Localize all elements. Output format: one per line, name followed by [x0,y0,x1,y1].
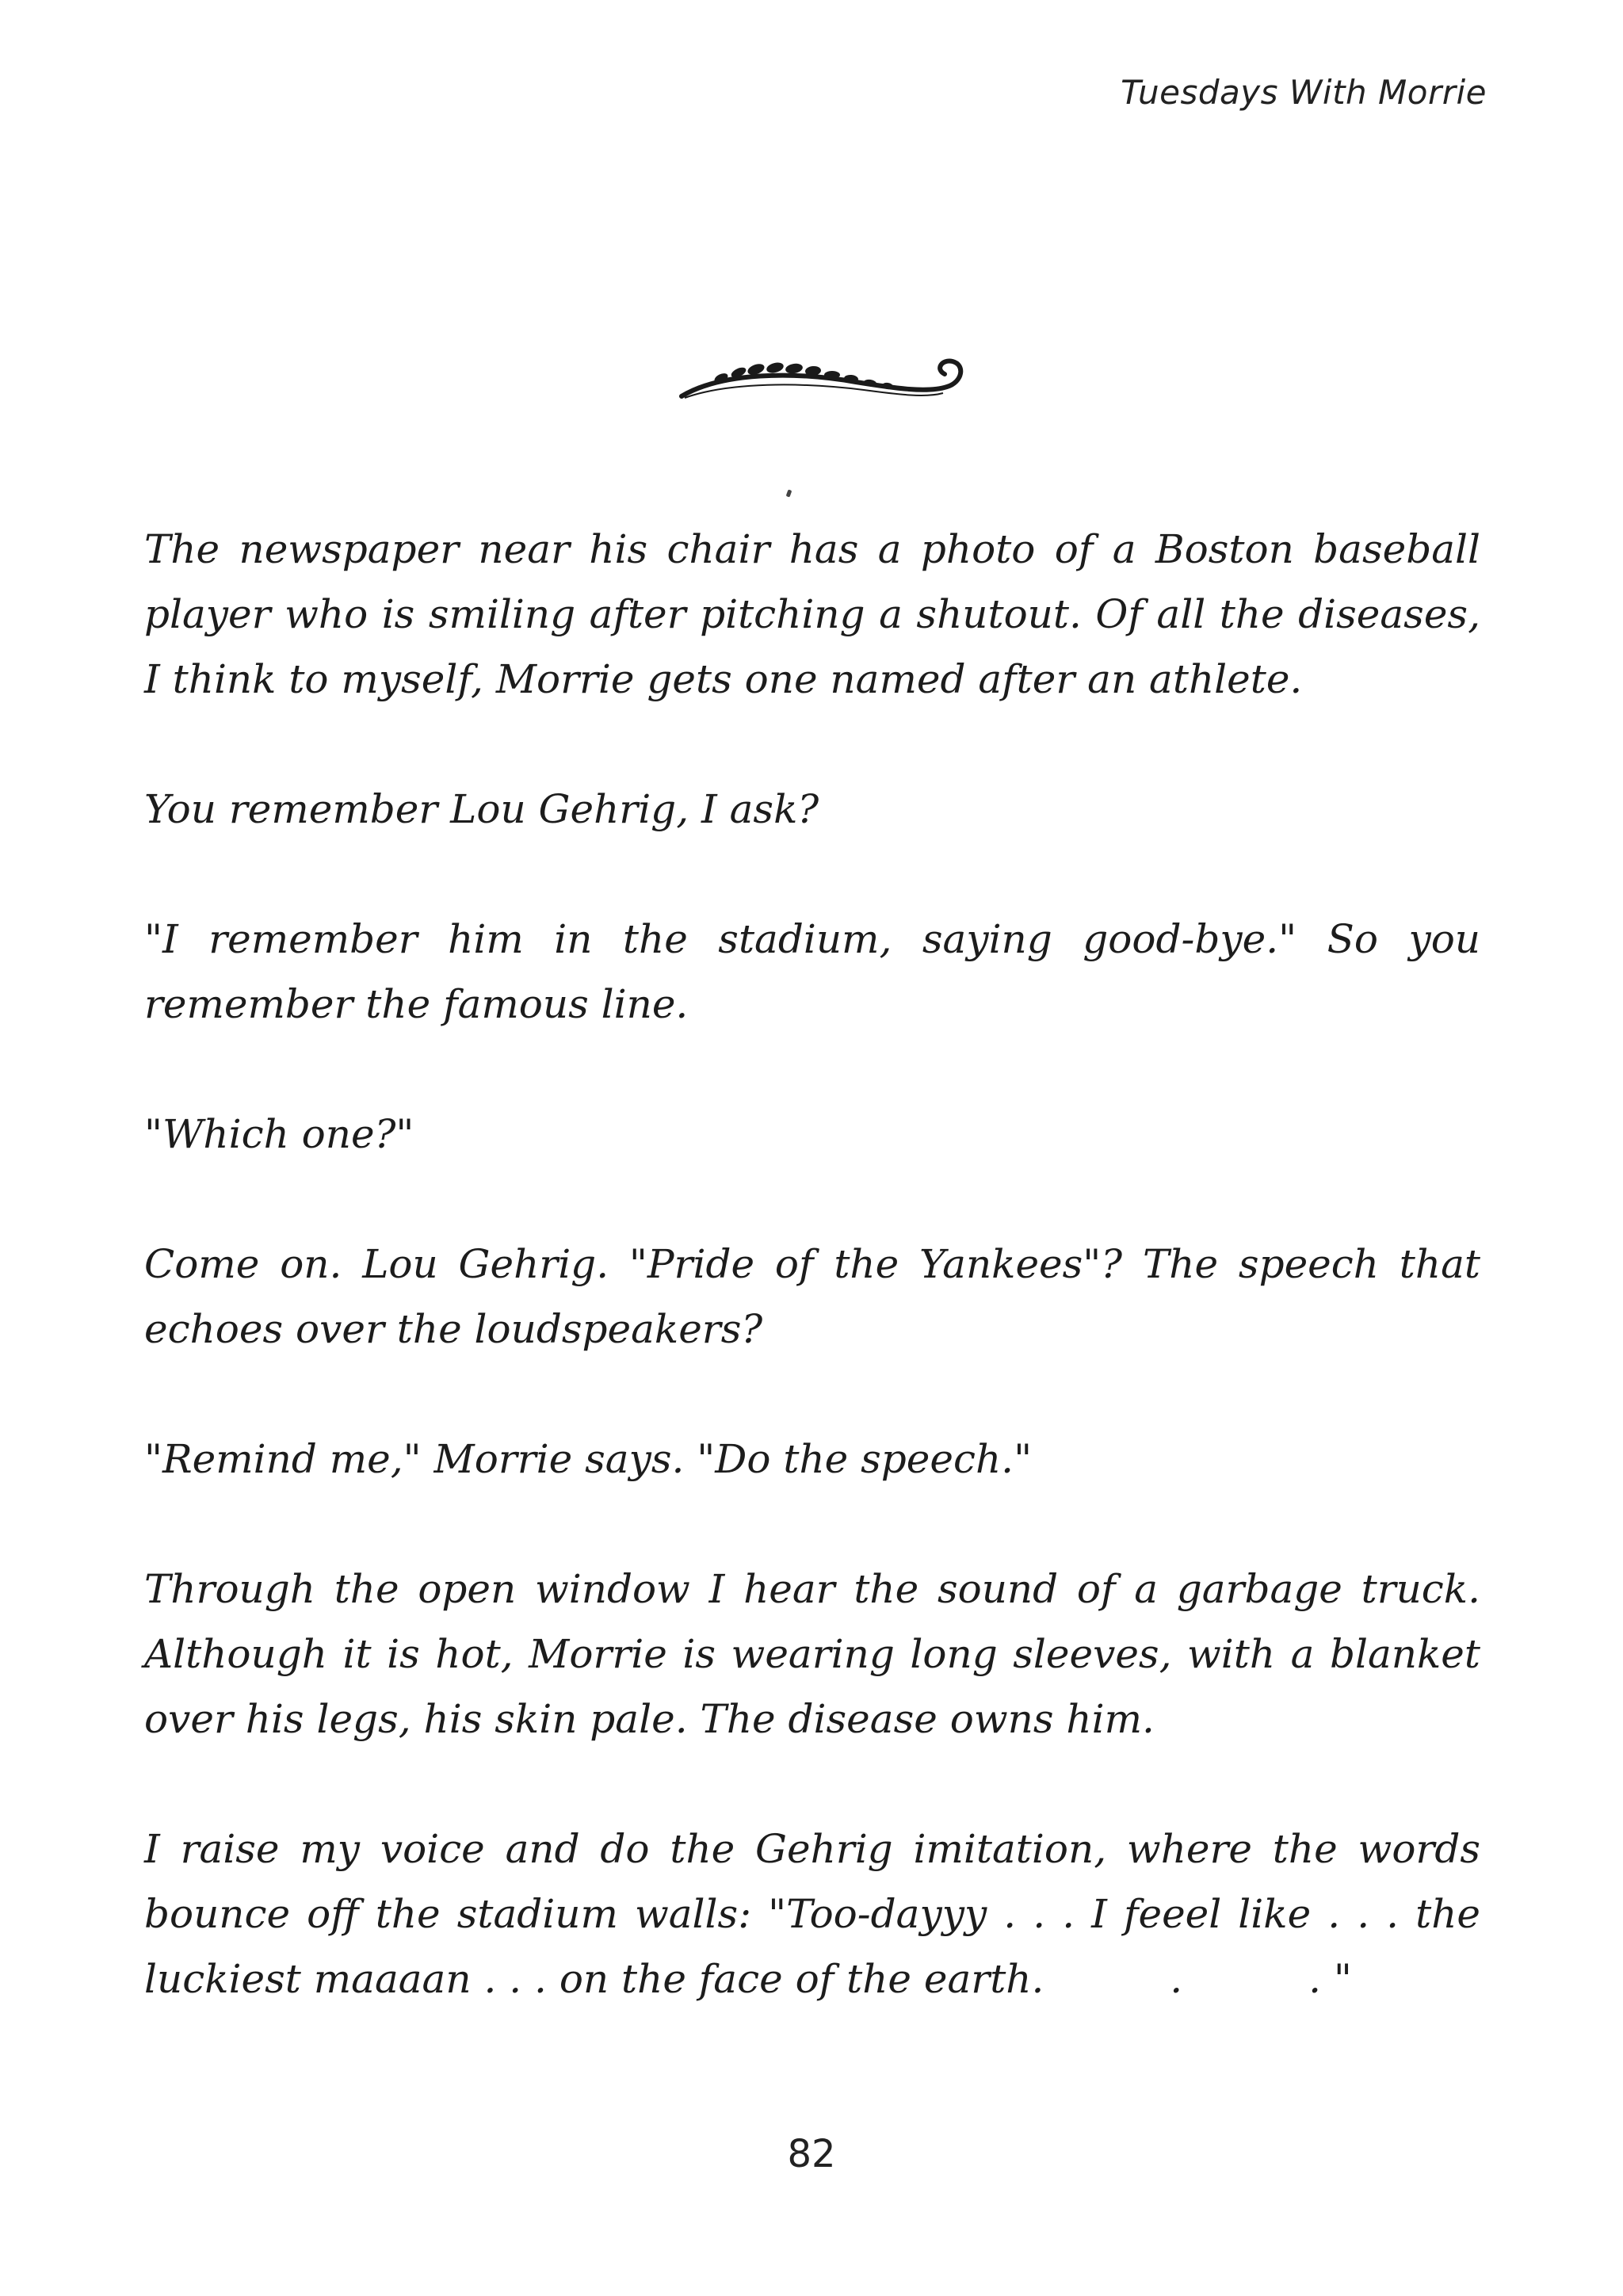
paragraph: "I remember him in the stadium, saying good-bye." So you remember the famous line. [144,916,1493,1027]
paragraph: I raise my voice and do the Gehrig imitation, where the words bounce off the stadium walls: "Too-dayyy . . . I feeel like . . . the luckiest maaaan . . . on the face of the earth. . . " [144,1826,1493,2002]
flourish-ornament-icon [674,341,975,412]
page-number: 82 [787,2132,836,2176]
ink-speck [786,489,792,497]
paragraph: Through the open window I hear the sound of a garbage truck. Although it is hot, Morrie is wearing long sleeves, with a blanket over his legs, his skin pale. The disease owns him. [144,1566,1493,1742]
paragraph: "Remind me," Morrie says. "Do the speech." [144,1436,1033,1482]
paragraph: The newspaper near his chair has a photo of a Boston baseball player who is smiling after pitching a shutout. Of all the diseases, I think to myself, Morrie gets one named after an athlete. [144,526,1493,702]
running-header-title: Tuesdays With Morrie [1121,73,1487,112]
chapter-body [144,517,1493,2011]
paragraph: You remember Lou Gehrig, I ask? [144,786,819,832]
paragraph: "Which one?" [144,1111,414,1157]
paragraph: Come on. Lou Gehrig. "Pride of the Yankees"? The speech that echoes over the loudspeakers? [144,1241,1493,1352]
